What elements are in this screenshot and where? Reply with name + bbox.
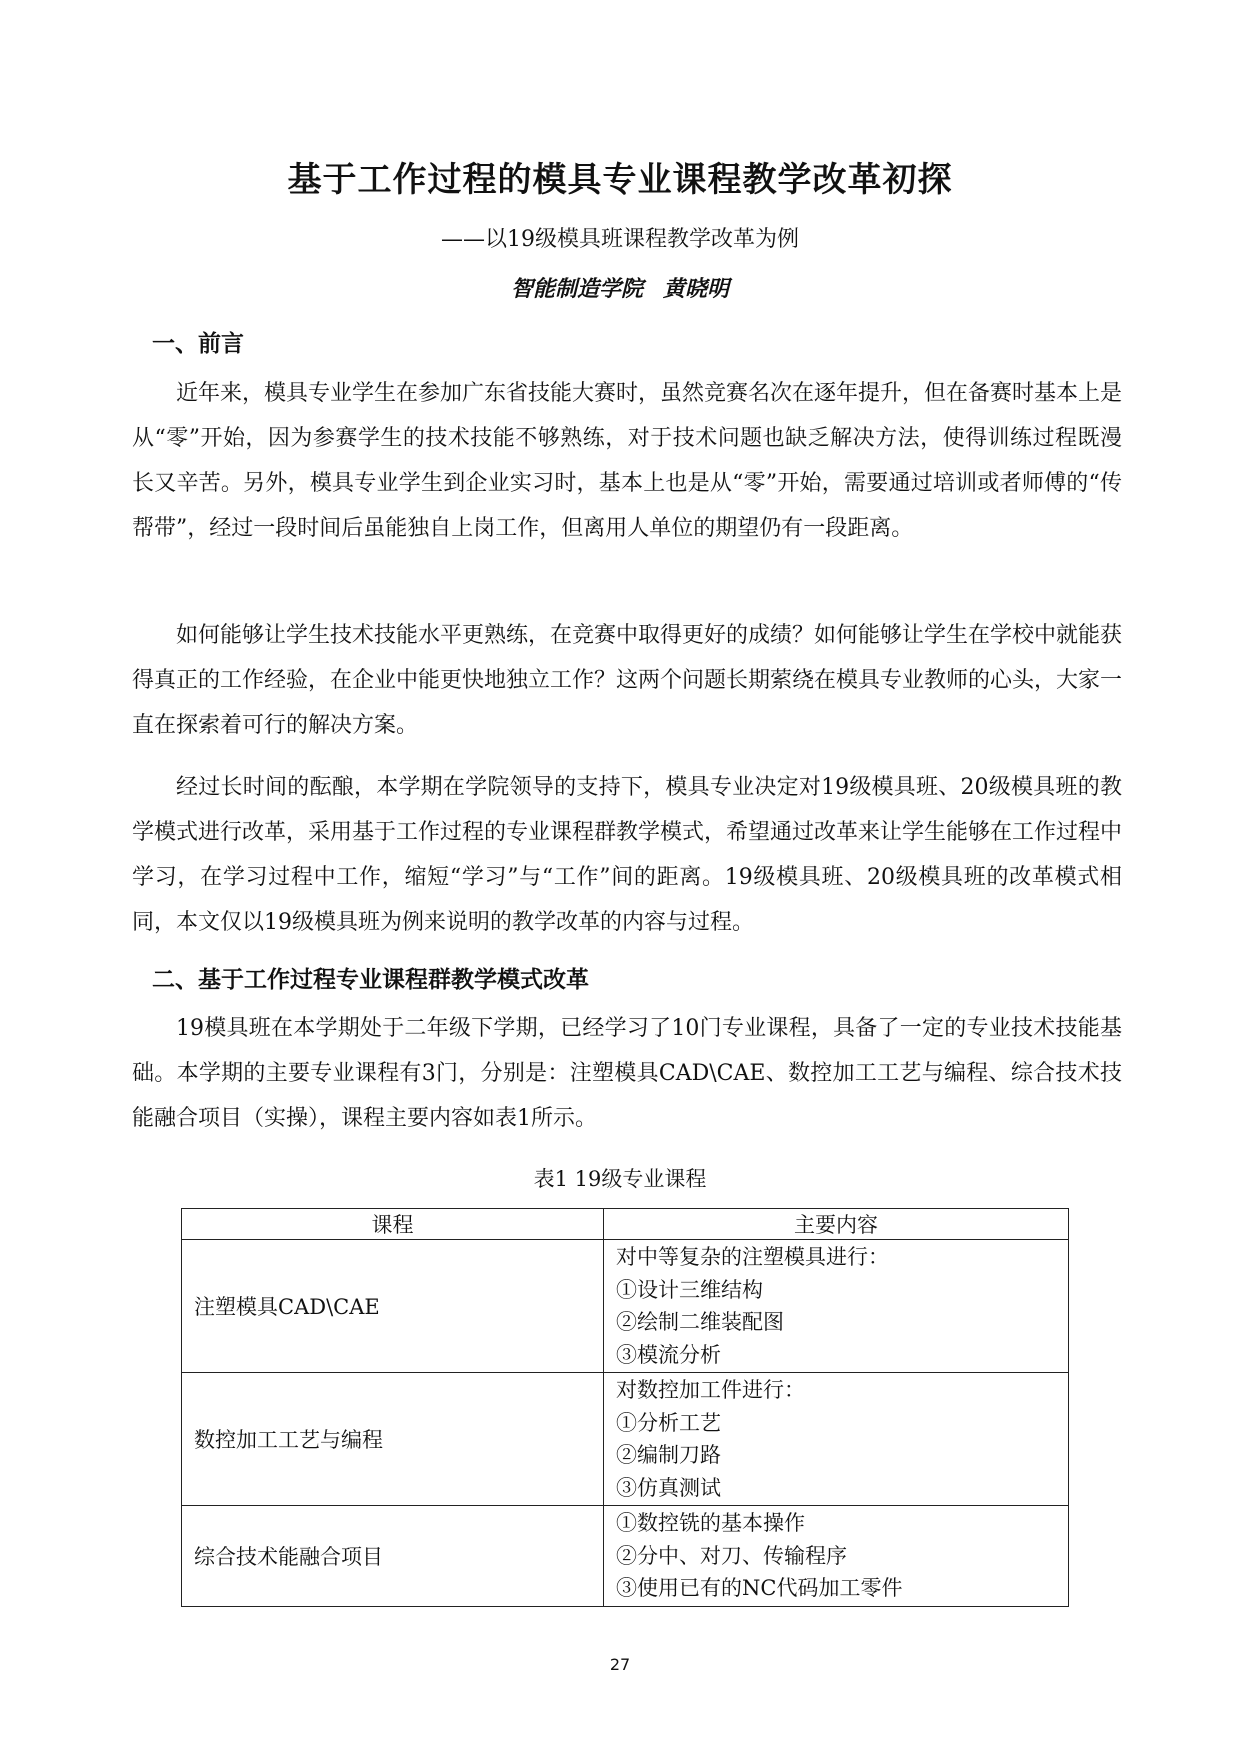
article-title: 基于工作过程的模具专业课程教学改革初探 (287, 160, 953, 200)
article-subtitle: ——以19级模具班课程教学改革为例 (441, 227, 799, 252)
section-heading-2: 二、基于工作过程专业课程群教学模式改革 (152, 967, 589, 993)
course-name: 数控加工工艺与编程 (182, 1373, 604, 1506)
page-number: 27 (609, 1655, 631, 1674)
course-content (604, 1240, 1069, 1373)
section-heading-1: 一、前言 (152, 331, 244, 357)
author-unit: 智能制造学院 (510, 276, 643, 302)
content-line: 对数控加工件进行： (616, 1378, 805, 1402)
content-line: 对中等复杂的注塑模具进行： (616, 1245, 889, 1269)
content-line: ③使用已有的NC代码加工零件 (616, 1576, 903, 1600)
course-content (604, 1506, 1069, 1607)
content-line: ③仿真测试 (616, 1475, 721, 1500)
course-name: 注塑模具CAD\CAE (182, 1240, 604, 1373)
table-header-content: 主要内容 (604, 1209, 1069, 1240)
courses-table (181, 1208, 1069, 1607)
table-row (182, 1506, 1069, 1607)
author-line (0, 272, 1240, 303)
content-line: ③模流分析 (616, 1342, 721, 1367)
paragraph-2: 如何能够让学生技术技能水平更熟练，在竞赛中取得更好的成绩？如何能够让学生在学校中就能获得真正的工作经验，在企业中能更快地独立工作？这两个问题长期萦绕在模具专业教师的心头，大家一直在探索着可行的解决方案。 (132, 623, 1123, 738)
author-name: 黄晓明 (663, 276, 730, 302)
paragraph-4: 19模具班在本学期处于二年级下学期，已经学习了10门专业课程，具备了一定的专业技术技能基础。本学期的主要专业课程有3门，分别是：注塑模具CAD\CAE、数控加工工艺与编程、综合技术技能融合项目（实操），课程主要内容如表1所示。 (132, 1016, 1122, 1131)
course-content (604, 1373, 1069, 1506)
content-line: ②编制刀路 (616, 1443, 721, 1467)
course-name: 综合技术能融合项目 (182, 1506, 604, 1607)
table-header-row (182, 1209, 1069, 1240)
table-header-course: 课程 (182, 1209, 604, 1240)
table-caption: 表1 19级专业课程 (533, 1167, 707, 1191)
content-line: ②分中、对刀、传输程序 (616, 1543, 847, 1568)
content-line: ①数控铣的基本操作 (616, 1511, 805, 1535)
table-row (182, 1240, 1069, 1373)
content-line: ②绘制二维装配图 (616, 1310, 784, 1334)
table-row (182, 1373, 1069, 1506)
paragraph-1: 近年来，模具专业学生在参加广东省技能大赛时，虽然竞赛名次在逐年提升，但在备赛时基本上是从“零”开始，因为参赛学生的技术技能不够熟练，对于技术问题也缺乏解决方法，使得训练过程既漫长又辛苦。另外，模具专业学生到企业实习时，基本上也是从“零”开始，需要通过培训或者师傅的“传帮带”，经过一段时间后虽能独自上岗工作，但离用人单位的期望仍有一段距离。 (132, 381, 1123, 541)
paragraph-3: 经过长时间的酝酿，本学期在学院领导的支持下，模具专业决定对19级模具班、20级模具班的教学模式进行改革，采用基于工作过程的专业课程群教学模式，希望通过改革来让学生能够在工作过程中学习，在学习过程中工作，缩短“学习”与“工作”间的距离。19级模具班、20级模具班的改革模式相同，本文仅以19级模具班为例来说明的教学改革的内容与过程。 (132, 775, 1123, 935)
content-line: ①分析工艺 (616, 1410, 721, 1435)
content-line: ①设计三维结构 (616, 1277, 763, 1302)
